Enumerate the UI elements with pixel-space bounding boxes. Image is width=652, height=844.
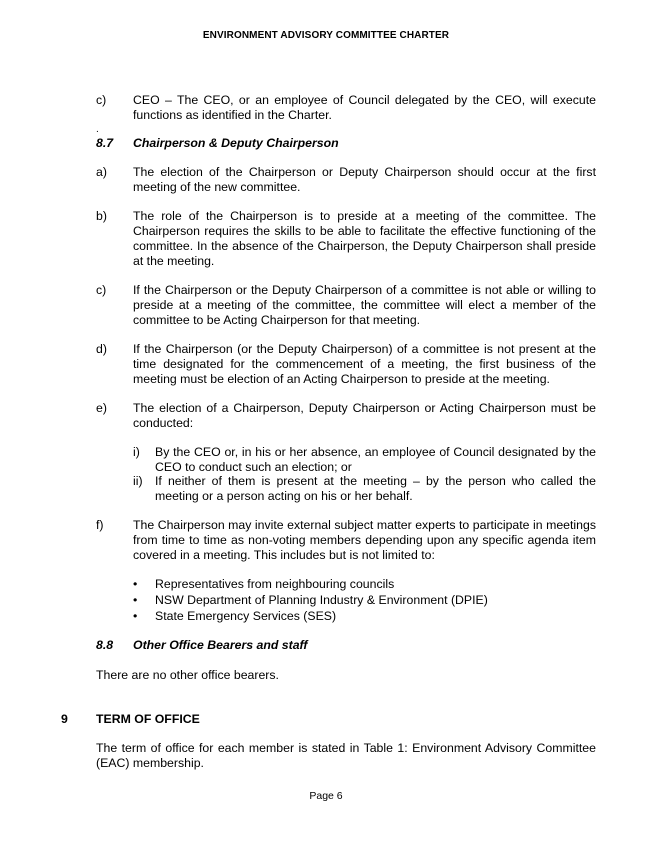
section-title: TERM OF OFFICE (96, 712, 200, 726)
bullet-icon: • (133, 593, 138, 607)
list-item (96, 165, 596, 195)
bullet-text: Representatives from neighbouring councils (155, 577, 395, 591)
bullet-item (133, 593, 596, 608)
sub-item-text: If neither of them is present at the meeting – by the person who called the meeting or a person acting on his or her behalf. (155, 474, 596, 503)
item-label: b) (96, 209, 107, 223)
sub-list-item (133, 474, 596, 504)
bullet-item (133, 609, 596, 624)
bullet-text: NSW Department of Planning Industry & Environment (DPIE) (155, 593, 488, 607)
section-title: Other Office Bearers and staff (133, 638, 308, 652)
sub-item-label: i) (133, 445, 140, 459)
list-item (96, 401, 596, 431)
list-item (96, 209, 596, 269)
item-label: f) (96, 518, 104, 532)
paragraph: There are no other office bearers. (96, 668, 279, 682)
section-title: Chairperson & Deputy Chairperson (133, 136, 339, 150)
item-text: The election of the Chairperson or Deputy Chairperson should occur at the first meeting of the new committee. (133, 165, 596, 194)
item-text: The role of the Chairperson is to preside at a meeting of the committee. The Chairperson requires the skills to be able to facilitate the effective functioning of the committee. In the absence of the Chairperson, the Deputy Chairperson shall preside at the meeting. (133, 209, 596, 268)
paragraph: The term of office for each member is stated in Table 1: Environment Advisory Committee (EAC) membership. (96, 741, 596, 770)
section-number: 9 (61, 712, 68, 726)
page-header: ENVIRONMENT ADVISORY COMMITTEE CHARTER (202, 30, 450, 41)
bullet-item (133, 577, 596, 592)
list-item (96, 518, 596, 563)
bullet-icon: • (133, 577, 138, 591)
section-number: 8.7 (96, 136, 114, 150)
list-item (96, 283, 596, 328)
page-number: Page 6 (309, 790, 343, 802)
item-label: c) (96, 93, 107, 107)
item-text: If the Chairperson or the Deputy Chairperson of a committee is not able or willing to preside at a meeting of the committee, the committee will elect a member of the committee to be Acting Chairperson for that meeting. (133, 283, 596, 327)
list-item (96, 342, 596, 387)
sub-item-text: By the CEO or, in his or her absence, an employee of Council designated by the CEO to conduct such an election; or (155, 445, 596, 474)
bullet-text: State Emergency Services (SES) (155, 609, 337, 623)
item-label: d) (96, 342, 107, 356)
list-item (96, 93, 596, 123)
stray-mark: . (96, 124, 99, 135)
sub-list-item (133, 445, 596, 475)
sub-item-label: ii) (133, 474, 143, 488)
item-label: c) (96, 283, 107, 297)
item-label: e) (96, 401, 107, 415)
item-text: CEO – The CEO, or an employee of Council delegated by the CEO, will execute functions as identified in the Charter. (133, 93, 596, 122)
item-label: a) (96, 165, 107, 179)
section-number: 8.8 (96, 638, 114, 652)
item-text: The election of a Chairperson, Deputy Chairperson or Acting Chairperson must be conducted: (133, 401, 596, 430)
item-text: The Chairperson may invite external subject matter experts to participate in meetings from time to time as non-voting members depending upon any specific agenda item covered in a meeting. This includes but is not limited to: (133, 518, 596, 562)
bullet-icon: • (133, 609, 138, 623)
item-text: If the Chairperson (or the Deputy Chairperson) of a committee is not present at the time designated for the commencement of a meeting, the first business of the meeting must be election of an Acting Chairperson to preside at the meeting. (133, 342, 596, 386)
